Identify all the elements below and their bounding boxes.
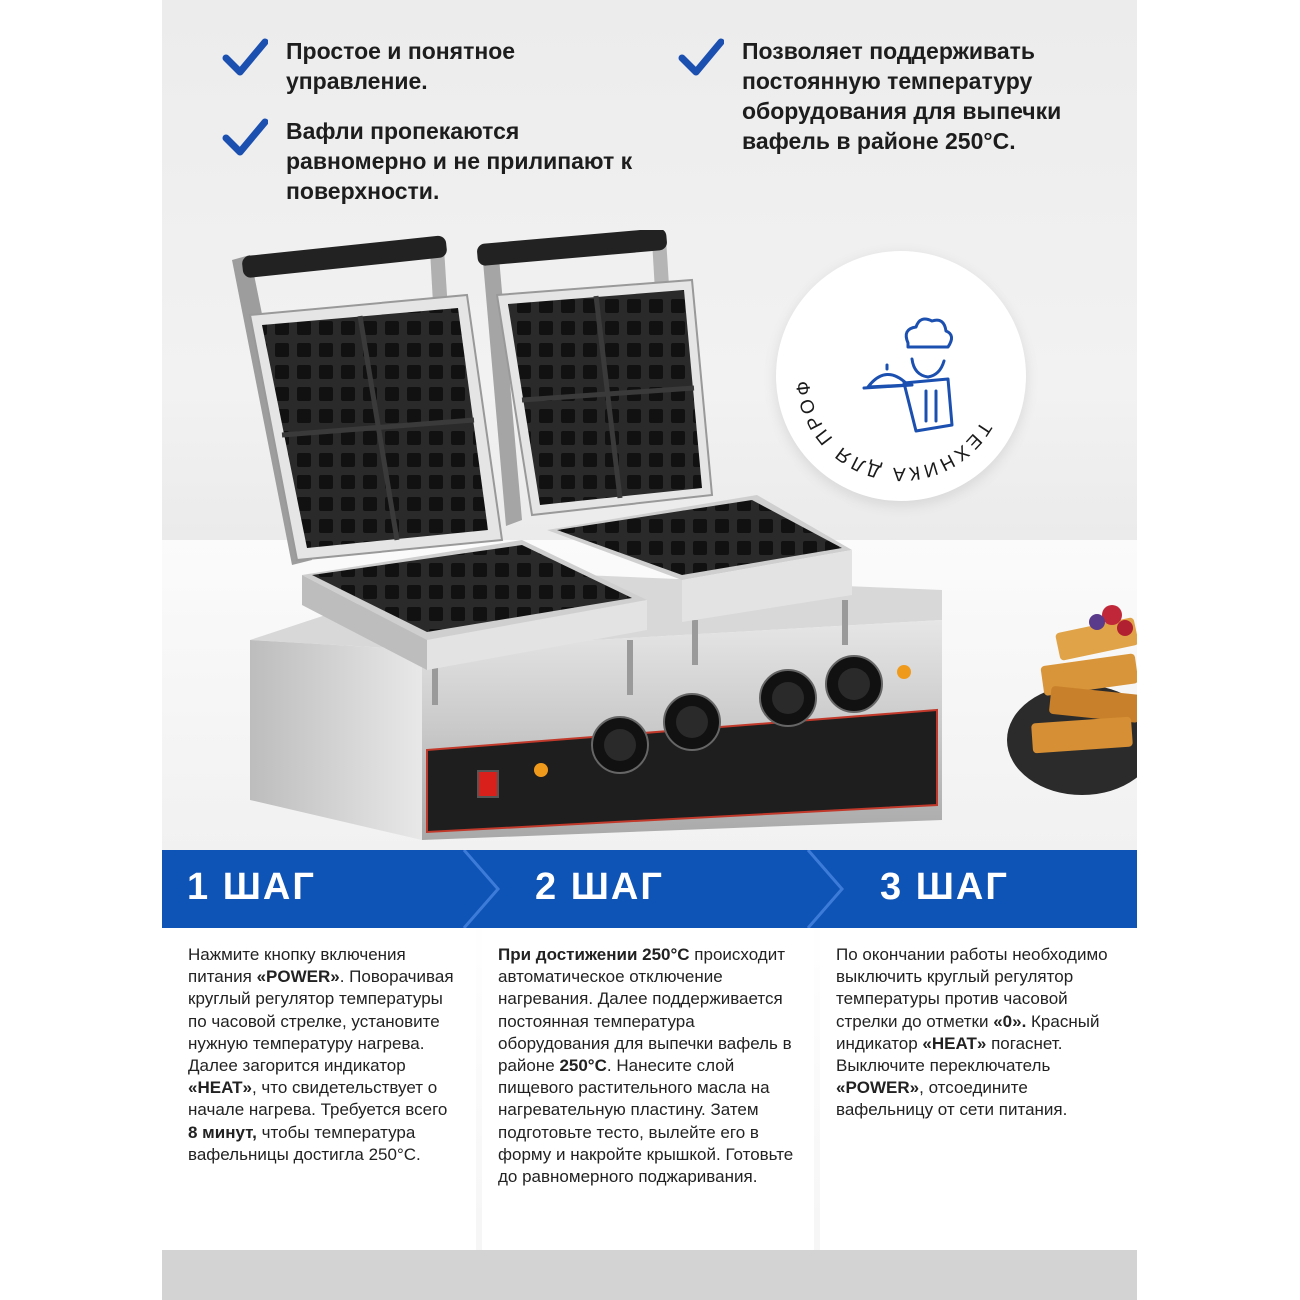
step-text-run: чтобы температура вафельницы достигла 250°C. [188, 1122, 421, 1164]
timer-knob [664, 694, 720, 750]
checkmark-icon [222, 38, 268, 78]
step-text-bold: «HEAT» [188, 1078, 252, 1098]
badge-graphic [776, 251, 1026, 501]
feature-item [222, 116, 642, 206]
step-text-bold: «HEAT» [922, 1033, 987, 1053]
temperature-knob [760, 670, 816, 726]
step-divider-arrow [806, 850, 846, 928]
step-1-column [162, 928, 476, 1250]
step-text-run: , отсоедините вафельницу от сети питания. [836, 1078, 1068, 1120]
indicator-light [534, 763, 548, 777]
feature-text: Вафли пропекаются равномерно и не прилипают к поверхности. [286, 118, 633, 204]
feature-item [678, 36, 1088, 156]
step-text-run: По окончании работы необходимо выключить круглый регулятор температуры против часовой стрелки до отметки [836, 945, 1108, 1031]
temperature-knob [592, 717, 648, 773]
step-text-run: , что свидетельствует о начале нагрева. Требуется всего [188, 1078, 448, 1120]
badge-text: ТЕХНИКА ДЛЯ ПРОФ [792, 376, 996, 485]
step-3-label: 3 ШАГ [880, 866, 1009, 908]
step-divider-arrow [462, 850, 502, 928]
step-text-bold: «POWER» [836, 1078, 920, 1098]
step-text-run: Нажмите кнопку включения питания [188, 945, 406, 987]
feature-text: Позволяет поддерживать постоянную температуру оборудования для выпечки вафель в районе 250°C. [742, 38, 1062, 154]
power-switch [478, 771, 498, 797]
step-text-bold: «POWER» [256, 967, 340, 987]
step-3-text [836, 944, 1116, 1122]
feature-item [222, 36, 582, 96]
step-text-run: происходит автоматическое отключение нагревания. Далее поддерживается постоянная температура оборудования для выпечки вафель в районе [498, 945, 792, 1076]
footer-strip [162, 1250, 1137, 1300]
step-text-bold: «0». [993, 1011, 1027, 1031]
step-1-label: 1 ШАГ [187, 866, 316, 908]
step-text-run: погаснет. Выключите переключатель [836, 1033, 1063, 1076]
step-text-bold: При достижении 250°C [498, 945, 690, 964]
step-1-text [188, 944, 460, 1166]
waffles-image [1031, 605, 1137, 753]
step-text-bold: 8 минут, [188, 1122, 257, 1142]
step-2-label: 2 ШАГ [535, 866, 664, 908]
chef-with-cloche-icon [864, 319, 952, 431]
professional-kitchen-badge [776, 251, 1026, 501]
checkmark-icon [678, 38, 724, 78]
step-text-bold: 250°C [559, 1056, 607, 1076]
feature-text: Простое и понятное управление. [286, 38, 516, 94]
indicator-light [897, 665, 911, 679]
step-text-run: . Нанесите слой пищевого растительного масла на нагревательную пластину. Затем подготовьте тесто, вылейте его в форму и накройте крышкой. Готовьте до равномерного поджаривания. [498, 1056, 794, 1187]
timer-knob [826, 656, 882, 712]
checkmark-icon [222, 118, 268, 158]
step-2-text [498, 944, 798, 1188]
step-text-run: Красный индикатор [836, 1011, 1100, 1053]
step-3-column [820, 928, 1137, 1250]
step-2-column [482, 928, 814, 1250]
step-text-run: . Поворачивая круглый регулятор температуры по часовой стрелке, установите нужную температуру нагрева. Далее загорится индикатор [188, 967, 454, 1076]
